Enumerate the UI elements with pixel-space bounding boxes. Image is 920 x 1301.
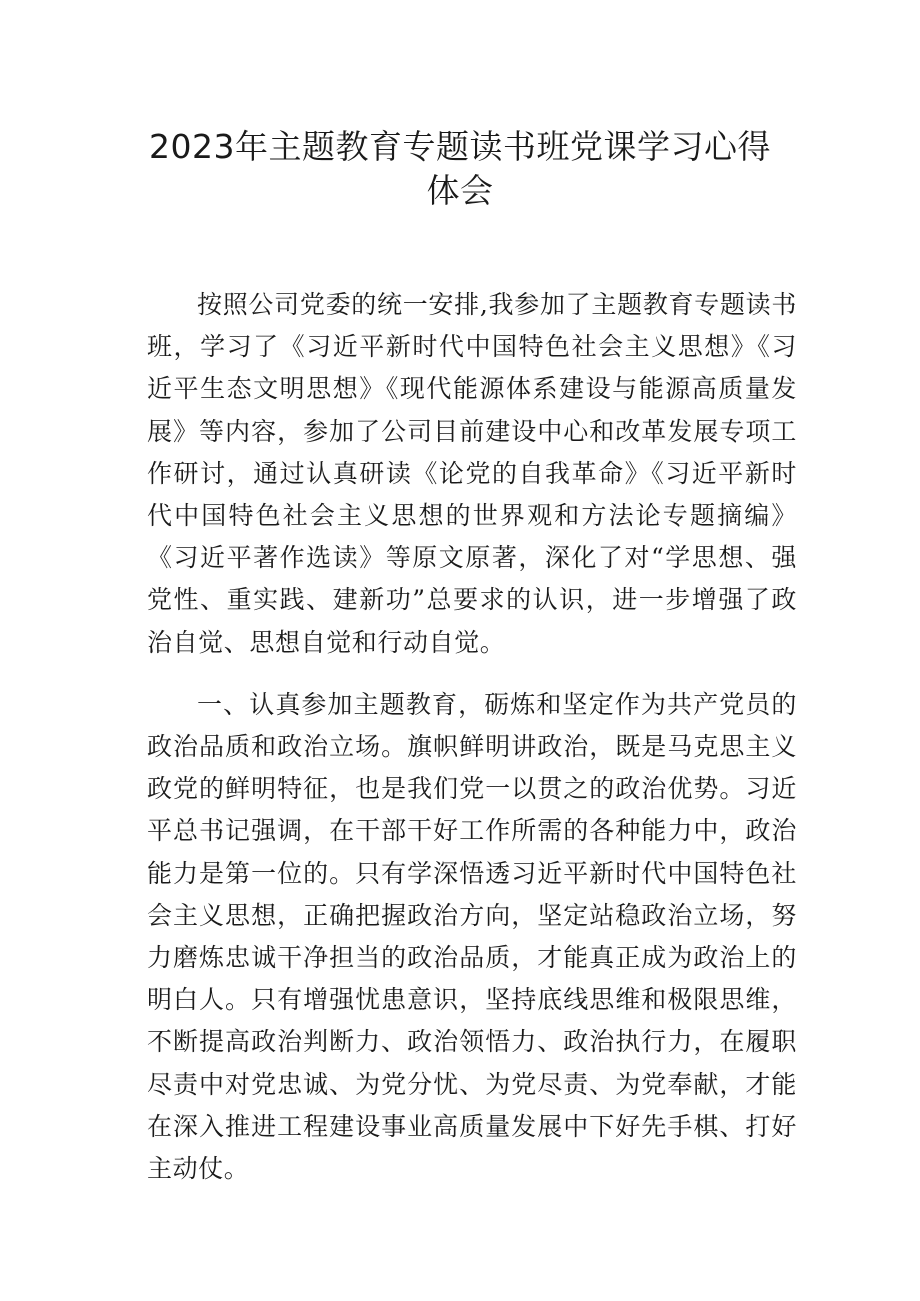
paragraph-section-one: 一、认真参加主题教育，砺炼和坚定作为共产党员的政治品质和政治立场。旗帜鲜明讲政治，既是马克思主义政党的鲜明特征，也是我们党一以贯之的政治优势。习近平总书记强调，在干部干好工作所需的各种能力中，政治能力是第一位的。只有学深悟透习近平新时代中国特色社会主义思想，正确把握政治方向，坚定站稳政治立场，努力磨炼忠诚干净担当的政治品质，才能真正成为政治上的明白人。只有增强忧患意识，坚持底线思维和极限思维，不断提高政治判断力、政治领悟力、政治执行力，在履职尽责中对党忠诚、为党分忧、为党尽责、为党奉献，才能在深入推进工程建设事业高质量发展中下好先手棋、打好主动仗。 xyxy=(147,689,797,1184)
document-title-line-2: 体会 xyxy=(426,171,494,210)
document-title-line-1: 2023年主题教育专题读书班党课学习心得 xyxy=(149,127,771,166)
document-title xyxy=(130,125,790,213)
paragraph-intro: 按照公司党委的统一安排,我参加了主题教育专题读书班，学习了《习近平新时代中国特色社会主义思想》《习近平生态文明思想》《现代能源体系建设与能源高质量发展》等内容，参加了公司目前建设中心和改革发展专项工作研讨，通过认真研读《论党的自我革命》《习近平新时代中国特色社会主义思想的世界观和方法论专题摘编》《习近平著作选读》等原文原著，深化了对“学思想、强党性、重实践、建新功”总要求的认识，进一步增强了政治自觉、思想自觉和行动自觉。 xyxy=(147,290,797,657)
document-body xyxy=(147,284,797,1210)
